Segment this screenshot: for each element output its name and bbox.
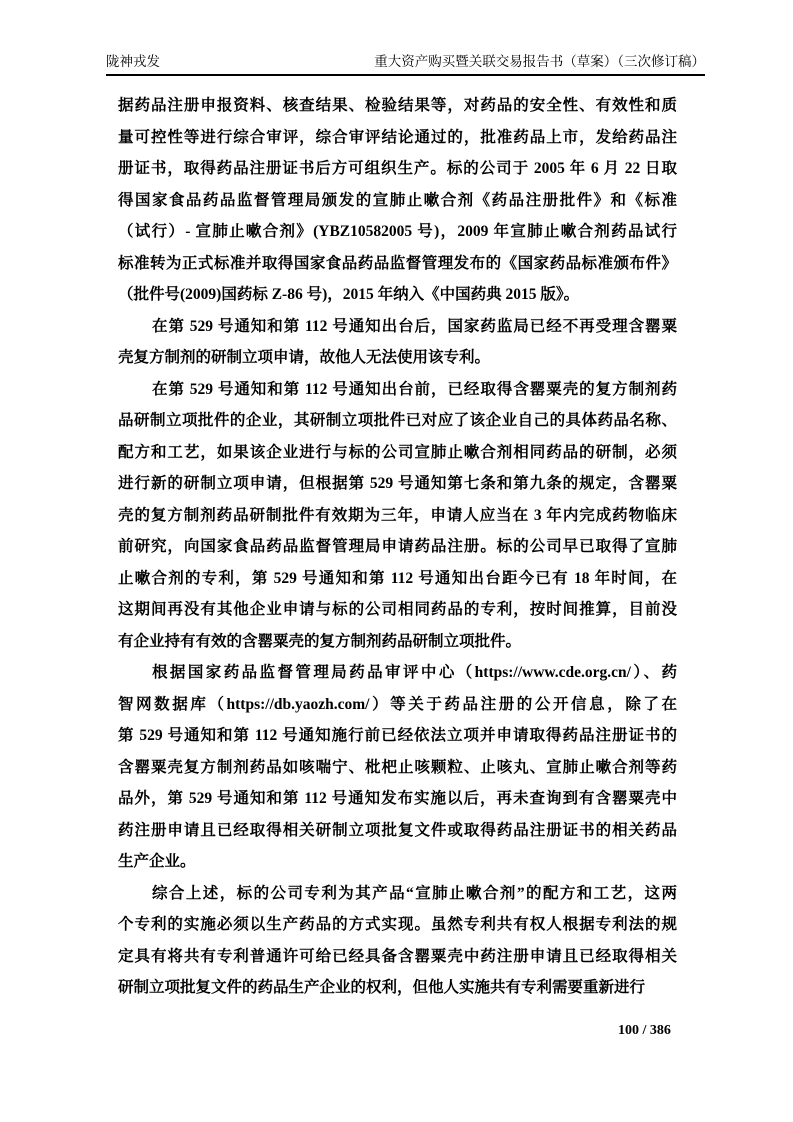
footer-page-number: 100 / 386 xyxy=(618,1023,671,1038)
body-line: 定具有将共有专利普通许可给已经具备含罂粟壳中药注册申请且已经取得相关 xyxy=(118,947,677,965)
body-line: 得国家食品药品监督管理局颁发的宣肺止嗽合剂《药品注册批件》和《标准 xyxy=(118,191,677,209)
page-header xyxy=(106,54,705,76)
body-line: 在第 529 号通知和第 112 号通知出台前，已经取得含罂粟壳的复方制剂药 xyxy=(152,380,677,398)
body-line: 配方和工艺，如果该企业进行与标的公司宣肺止嗽合剂相同药品的研制，必须 xyxy=(118,443,677,461)
body-line: 智网数据库（https://db.yaozh.com/）等关于药品注册的公开信息，除了在 xyxy=(118,695,677,713)
body-line: 第 529 号通知和第 112 号通知施行前已经依法立项并申请取得药品注册证书的 xyxy=(118,727,677,744)
body-line: 研制立项批复文件的药品生产企业的权利，但他人实施共有专利需要重新进行 xyxy=(118,979,646,996)
header-report-title: 重大资产购买暨关联交易报告书（草案）（三次修订稿） xyxy=(374,54,705,69)
body-line: 有企业持有有效的含罂粟壳的复方制剂药品研制立项批件。 xyxy=(118,632,522,650)
body-line: 册证书，取得药品注册证书后方可组织生产。标的公司于 2005 年 6 月 22 日取 xyxy=(118,160,677,177)
body-line: 这期间再没有其他企业申请与标的公司相同药品的专利，按时间推算，目前没 xyxy=(118,601,677,618)
body-paragraph xyxy=(118,374,677,658)
body-line: 标准转为正式标准并取得国家食品药品监督管理发布的《国家药品标准颁布件》 xyxy=(118,254,677,272)
body-line: 在第 529 号通知和第 112 号通知出台后，国家药监局已经不再受理含罂粟 xyxy=(152,317,677,335)
body-line: 前研究，向国家食品药品监督管理局申请药品注册。标的公司早已取得了宣肺 xyxy=(118,538,677,555)
body-line: 根据国家药品监督管理局药品审评中心（https://www.cde.org.cn/）、药 xyxy=(152,664,677,681)
body-line: 止嗽合剂的专利，第 529 号通知和第 112 号通知出台距今已有 18 年时间，在 xyxy=(118,569,677,587)
body-line: （批件号(2009)国药标 Z-86 号)，2015 年纳入《中国药典 2015 版》。 xyxy=(118,286,580,303)
header-company-name: 陇神戎发 xyxy=(106,54,160,69)
body-line: 壳复方制剂的研制立项申请，故他人无法使用该专利。 xyxy=(118,349,491,366)
body-line: 进行新的研制立项申请，但根据第 529 号通知第七条和第九条的规定，含罂粟 xyxy=(118,475,677,492)
body-line: （试行）- 宣肺止嗽合剂》(YBZ10582005 号)，2009 年宣肺止嗽合剂药品试行 xyxy=(118,223,677,240)
body-paragraph xyxy=(118,657,677,878)
body-line: 含罂粟壳复方制剂药品如咳喘宁、枇杷止咳颗粒、止咳丸、宣肺止嗽合剂等药 xyxy=(118,758,677,776)
body-line: 综合上述，标的公司专利为其产品“宣肺止嗽合剂”的配方和工艺，这两 xyxy=(152,884,677,902)
body-paragraph xyxy=(118,90,677,311)
body-line: 量可控性等进行综合审评，综合审评结论通过的，批准药品上市，发给药品注 xyxy=(118,128,677,146)
body-paragraph xyxy=(118,878,677,1004)
body-line: 药注册申请且已经取得相关研制立项批复文件或取得药品注册证书的相关药品 xyxy=(118,821,677,839)
document-body xyxy=(118,90,677,1004)
body-line: 生产企业。 xyxy=(118,853,196,870)
body-line: 据药品注册申报资料、核查结果、检验结果等，对药品的安全性、有效性和质 xyxy=(118,97,677,114)
body-line: 个专利的实施必须以生产药品的方式实现。虽然专利共有权人根据专利法的规 xyxy=(118,916,677,933)
body-line: 品外，第 529 号通知和第 112 号通知发布实施以后，再未查询到有含罂粟壳中 xyxy=(118,790,677,807)
body-paragraph xyxy=(118,311,677,374)
body-line: 品研制立项批件的企业，其研制立项批件已对应了该企业自己的具体药品名称、 xyxy=(118,412,677,429)
body-line: 壳的复方制剂药品研制批件有效期为三年，申请人应当在 3 年内完成药物临床 xyxy=(118,506,677,524)
